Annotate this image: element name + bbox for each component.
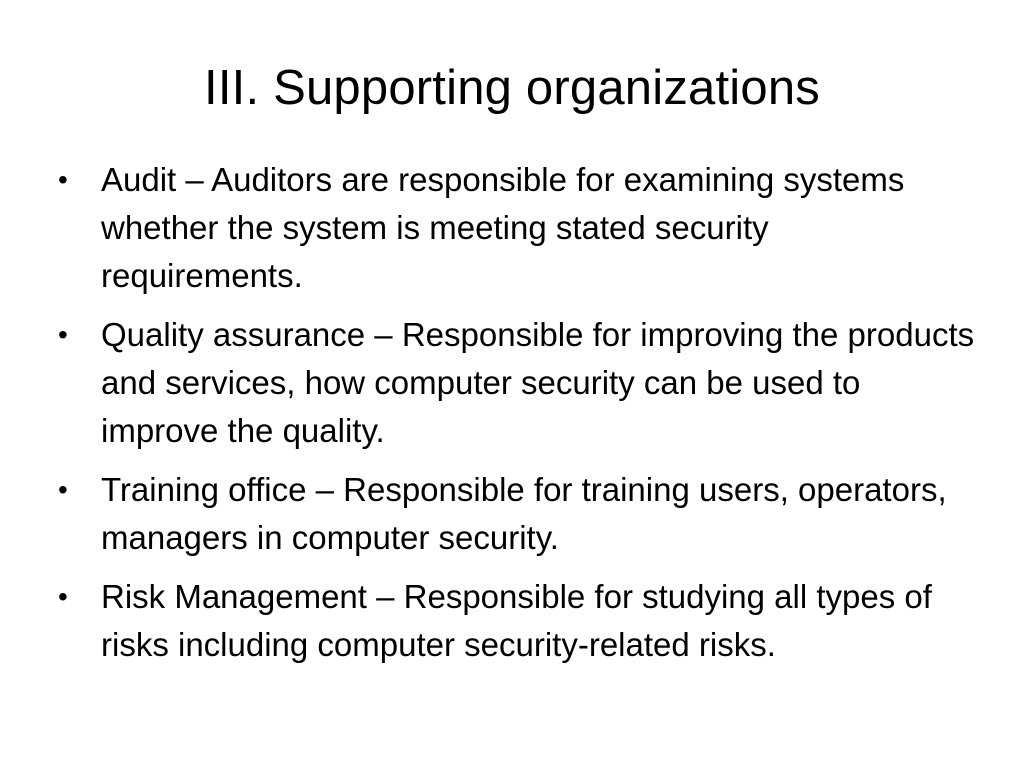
bullet-item-risk-management bbox=[58, 573, 978, 669]
bullet-item-quality-assurance bbox=[58, 311, 978, 455]
bullet-dot-icon: • bbox=[58, 474, 68, 505]
bullet-text: Training office – Responsible for training users, operators, managers in computer security. bbox=[101, 471, 947, 556]
bullet-text: Risk Management – Responsible for studying all types of risks including computer security-related risks. bbox=[101, 578, 932, 663]
bullet-dot-icon: • bbox=[58, 319, 68, 350]
bullet-text: Quality assurance – Responsible for improving the products and services, how computer security can be used to improve the quality. bbox=[101, 316, 975, 449]
bullet-list bbox=[58, 156, 978, 680]
bullet-dot-icon: • bbox=[58, 164, 68, 195]
bullet-text: Audit – Auditors are responsible for examining systems whether the system is meeting stated security requirements. bbox=[101, 161, 905, 294]
bullet-dot-icon: • bbox=[58, 581, 68, 612]
bullet-item-training-office bbox=[58, 466, 978, 562]
bullet-item-audit bbox=[58, 156, 978, 300]
slide-title: III. Supporting organizations bbox=[204, 61, 820, 115]
